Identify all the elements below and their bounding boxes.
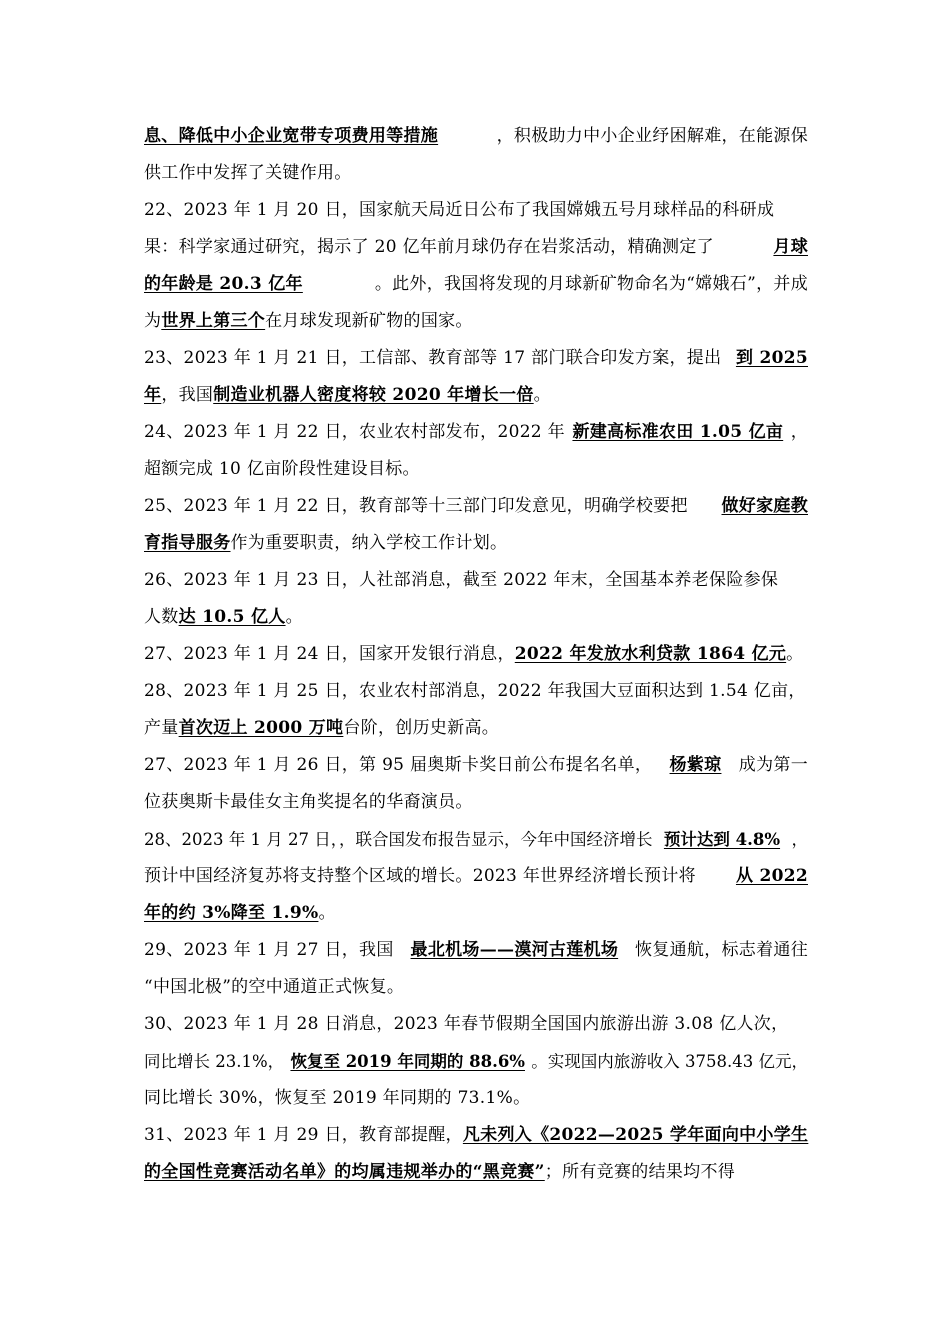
news-item (144, 562, 808, 636)
highlighted-text: 世界上第三个 (161, 311, 266, 331)
text-segment: ， (790, 422, 808, 442)
text-segment: ，我国 (161, 385, 214, 405)
news-item (144, 636, 808, 673)
text-line (144, 451, 808, 488)
text-segment: ，积极助力中小企业纾困解难，在能源保 (496, 126, 808, 146)
text-segment: 台阶，创历史新高。 (343, 718, 500, 738)
text-segment: 29、2023 年 1 月 27 日，我国 (144, 940, 394, 960)
text-segment: 31、2023 年 1 月 29 日，教育部提醒， (144, 1125, 463, 1145)
text-segment: 22、2023 年 1 月 20 日，国家航天局近日公布了我国嫦娥五号月球样品的科研成 (144, 200, 775, 220)
text-segment: 27、2023 年 1 月 26 日，第 95 届奥斯卡奖日前公布提名名单， (144, 755, 653, 775)
text-line (144, 969, 808, 1006)
text-line (144, 858, 808, 895)
text-line (144, 1117, 808, 1154)
text-segment: 恢复通航，标志着通往 (635, 940, 808, 960)
highlighted-text: 新建高标准农田 1.05 亿亩 (572, 422, 784, 442)
highlighted-text: 做好家庭教 (721, 496, 808, 516)
text-segment: 。 (318, 903, 336, 923)
text-line (144, 266, 808, 303)
text-line (144, 192, 808, 229)
text-segment: 作为重要职责，纳入学校工作计划。 (230, 533, 508, 553)
highlighted-text: 息、降低中小企业宽带专项费用等措施 (144, 126, 439, 146)
text-line (144, 636, 808, 673)
text-segment: 25、2023 年 1 月 22 日，教育部等十三部门印发意见，明确学校要把 (144, 496, 688, 516)
news-item (144, 673, 808, 747)
text-segment: 26、2023 年 1 月 23 日，人社部消息，截至 2022 年末，全国基本养老保险参保 (144, 570, 779, 590)
text-line (144, 340, 808, 377)
highlighted-text: 首次迈上 2000 万吨 (178, 718, 344, 738)
text-line (144, 1043, 808, 1080)
highlighted-text: 从 2022 (735, 866, 808, 886)
text-segment: 在月球发现新矿物的国家。 (265, 311, 473, 331)
highlighted-text: 2022 年发放水利贷款 1864 亿元 (514, 644, 787, 664)
text-line (144, 488, 808, 525)
highlighted-text: 达 10.5 亿人 (178, 607, 286, 627)
text-segment: 果：科学家通过研究，揭示了 20 亿年前月球仍存在岩浆活动，精确测定了 (144, 237, 714, 257)
text-segment: 同比增长 23.1%， (144, 1052, 285, 1071)
text-segment: 超额完成 10 亿亩阶段性建设目标。 (144, 459, 420, 479)
text-segment: 28、2023 年 1 月 25 日，农业农村部消息，2022 年我国大豆面积达到 1.54 亿亩， (144, 681, 806, 701)
highlighted-text: 年 (144, 385, 162, 405)
text-line (144, 821, 808, 858)
text-segment: 人数 (144, 607, 179, 627)
text-line (144, 747, 808, 784)
text-segment: 位获奥斯卡最佳女主角奖提名的华裔演员。 (144, 792, 473, 812)
news-item (144, 340, 808, 414)
text-line (144, 303, 808, 340)
text-line (144, 562, 808, 599)
text-segment: 成为第一 (738, 755, 808, 775)
news-item (144, 932, 808, 1006)
news-item (144, 488, 808, 562)
highlighted-text: 预计达到 4.8% (663, 830, 781, 849)
highlighted-text: 年的约 3%降至 1.9% (144, 903, 319, 923)
text-segment: 。此外，我国将发现的月球新矿物命名为“嫦娥石”，并成 (374, 274, 808, 294)
text-segment: 。 (786, 644, 804, 664)
text-line (144, 1006, 808, 1043)
news-item (144, 192, 808, 340)
highlighted-text: 到 2025 (735, 348, 808, 368)
text-segment: 产量 (144, 718, 179, 738)
highlighted-text: 凡未列入《2022—2025 学年面向中小学生 (462, 1125, 809, 1145)
highlighted-text: 杨紫琼 (669, 755, 722, 775)
text-segment: “中国北极”的空中通道正式恢复。 (144, 977, 405, 997)
text-line (144, 1080, 808, 1117)
text-line (144, 525, 808, 562)
text-line (144, 377, 808, 414)
text-line (144, 118, 808, 155)
text-segment: ；所有竞赛的结果均不得 (544, 1162, 736, 1182)
text-segment: 。 (533, 385, 551, 405)
text-line (144, 895, 808, 932)
text-segment: 24、2023 年 1 月 22 日，农业农村部发布，2022 年 (144, 422, 565, 442)
text-segment: 供工作中发挥了关键作用。 (144, 163, 352, 183)
news-item (144, 118, 808, 192)
text-segment: 23、2023 年 1 月 21 日，工信部、教育部等 17 部门联合印发方案，提出 (144, 348, 722, 368)
text-line (144, 599, 808, 636)
news-item (144, 414, 808, 488)
text-segment: 同比增长 30%，恢复至 2019 年同期的 73.1%。 (144, 1088, 531, 1108)
text-segment: 。 (285, 607, 303, 627)
news-item (144, 821, 808, 932)
text-line (144, 784, 808, 821)
text-line (144, 710, 808, 747)
text-line (144, 414, 808, 451)
text-line (144, 1154, 808, 1191)
text-segment: 为 (144, 311, 162, 331)
highlighted-text: 的年龄是 20.3 亿年 (144, 274, 303, 294)
highlighted-text: 恢复至 2019 年同期的 88.6% (290, 1052, 525, 1071)
text-segment: ， (791, 830, 808, 849)
text-line (144, 673, 808, 710)
highlighted-text: 月球 (773, 237, 808, 257)
news-item (144, 1006, 808, 1117)
highlighted-text: 最北机场——漠河古莲机场 (410, 940, 619, 960)
news-item (144, 1117, 808, 1191)
text-line (144, 229, 808, 266)
highlighted-text: 的全国性竞赛活动名单》的均属违规举办的“黑竞赛” (144, 1162, 545, 1182)
text-segment: 27、2023 年 1 月 24 日，国家开发银行消息， (144, 644, 515, 664)
highlighted-text: 育指导服务 (144, 533, 231, 553)
text-segment: 28、2023 年 1 月 27 日，，联合国发布报告显示，今年中国经济增长 (144, 830, 653, 849)
text-line (144, 932, 808, 969)
text-segment: 30、2023 年 1 月 28 日消息，2023 年春节假期全国国内旅游出游 3.08 亿人次， (144, 1014, 789, 1034)
text-line (144, 155, 808, 192)
text-segment: 。实现国内旅游收入 3758.43 亿元， (531, 1052, 808, 1071)
highlighted-text: 制造业机器人密度将较 2020 年增长一倍 (213, 385, 534, 405)
news-item (144, 747, 808, 821)
document-page (144, 118, 808, 1191)
text-segment: 预计中国经济复苏将支持整个区域的增长。2023 年世界经济增长预计将 (144, 866, 696, 886)
